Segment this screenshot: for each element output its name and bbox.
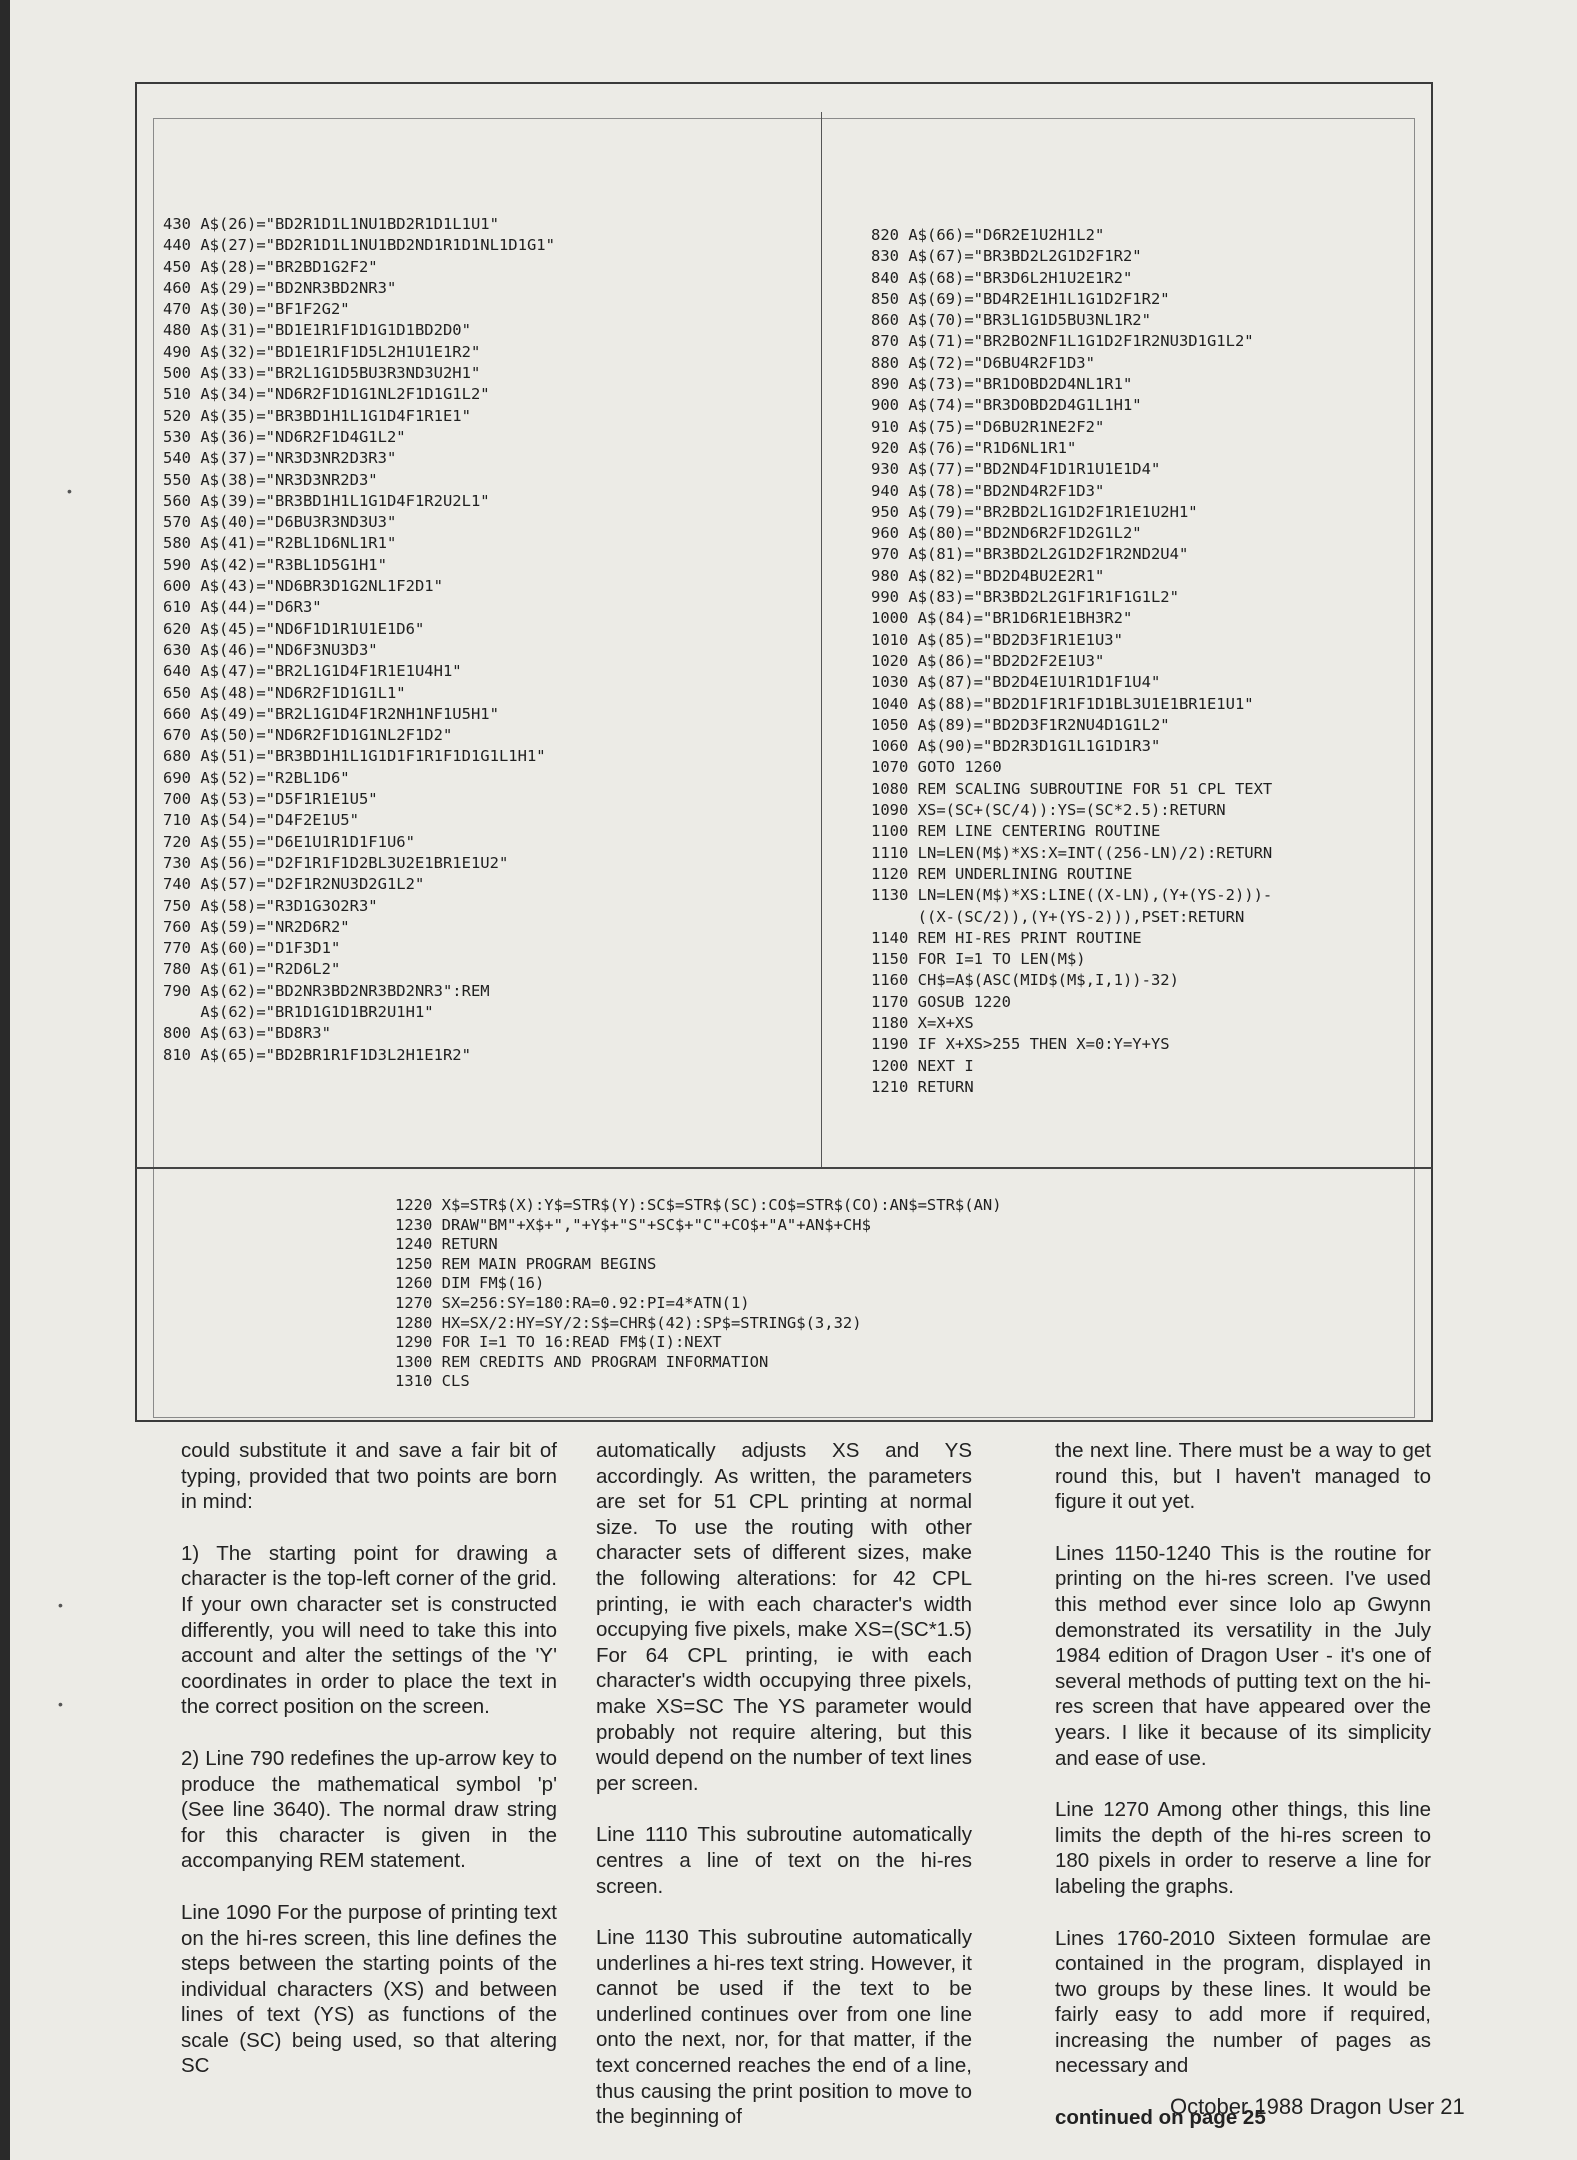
code-line: 1130 LN=LEN(M$)*XS:LINE((X-LN),(Y+(YS-2)))- (871, 886, 1273, 905)
code-line: 1030 A$(87)="BD2D4E1U1R1D1F1U4" (871, 673, 1161, 692)
code-line: 640 A$(47)="BR2L1G1D4F1R1E1U4H1" (163, 662, 462, 681)
code-line: 770 A$(60)="D1F3D1" (163, 939, 341, 958)
code-line: 1020 A$(86)="BD2D2F2E1U3" (871, 651, 1105, 670)
continued-note: continued on page 25 (1055, 2106, 1266, 2130)
code-line: 1010 A$(85)="BD2D3F1R1E1U3" (871, 630, 1123, 649)
listing-left-column (163, 214, 555, 1066)
code-line: 780 A$(61)="R2D6L2" (163, 960, 341, 979)
code-line: 870 A$(71)="BR2BO2NF1L1G1D2F1R2NU3D1G1L2" (871, 332, 1254, 351)
code-line: 1110 LN=LEN(M$)*XS:X=INT((256-LN)/2):RETURN (871, 843, 1273, 862)
code-line: 710 A$(54)="D4F2E1U5" (163, 811, 359, 830)
code-line: 1160 CH$=A$(ASC(MID$(M$,I,1))-32) (871, 971, 1179, 990)
code-line: 960 A$(80)="BD2ND6R2F1D2G1L2" (871, 524, 1142, 543)
article-column-2 (596, 1438, 972, 2156)
code-line: 880 A$(72)="D6BU4R2F1D3" (871, 353, 1095, 372)
page-edge (0, 0, 10, 2160)
paragraph: the next line. There must be a way to get round this, but I haven't managed to figure it out yet. (1055, 1439, 1431, 1514)
listing-column-divider (821, 112, 822, 1167)
code-line: 1220 X$=STR$(X):Y$=STR$(Y):SC$=STR$(SC):CO$=STR$(CO):AN$=STR$(AN) (395, 1196, 1002, 1214)
paragraph: could substitute it and save a fair bit of typing, provided that two points are born in mind: (181, 1439, 557, 1514)
paragraph: Line 1110 This subroutine automatically centres a line of text on the hi-res screen. (596, 1823, 972, 1898)
code-line: 740 A$(57)="D2F1R2NU3D2G1L2" (163, 875, 425, 894)
code-line: 800 A$(63)="BD8R3" (163, 1024, 331, 1043)
code-line: 700 A$(53)="D5F1R1E1U5" (163, 790, 378, 809)
code-line: 660 A$(49)="BR2L1G1D4F1R2NH1NF1U5H1" (163, 704, 499, 723)
code-line: 1260 DIM FM$(16) (395, 1274, 545, 1293)
page-footer: October 1988 Dragon User 21 (1170, 2094, 1465, 2119)
code-line: 970 A$(81)="BR3BD2L2G1D2F1R2ND2U4" (871, 545, 1189, 564)
code-line: 550 A$(38)="NR3D3NR2D3" (163, 470, 378, 489)
code-line: 1000 A$(84)="BR1D6R1E1BH3R2" (871, 609, 1133, 628)
code-line: 590 A$(42)="R3BL1D5G1H1" (163, 555, 387, 574)
code-line: 1090 XS=(SC+(SC/4)):YS=(SC*2.5):RETURN (871, 801, 1226, 820)
code-line: 1250 REM MAIN PROGRAM BEGINS (395, 1254, 657, 1273)
code-line: 540 A$(37)="NR3D3NR2D3R3" (163, 449, 397, 468)
code-line: 1180 X=X+XS (871, 1013, 974, 1032)
code-line: 730 A$(56)="D2F1R1F1D2BL3U2E1BR1E1U2" (163, 853, 509, 872)
code-line: 1040 A$(88)="BD2D1F1R1F1D1BL3U1E1BR1E1U1" (871, 694, 1254, 713)
code-line: 1190 IF X+XS>255 THEN X=0:Y=Y+YS (871, 1035, 1170, 1054)
paragraph: 1) The starting point for drawing a character is the top-left corner of the grid. If your own character set is constructed differently, you will need to take this into account and alter the settings of the 'Y' coordinates in order to place the text in the correct position on the screen. (181, 1541, 557, 1719)
article-column-3 (1055, 1438, 1431, 2157)
listing-right-column (871, 225, 1272, 1098)
code-line: 650 A$(48)="ND6R2F1D1G1L1" (163, 683, 406, 702)
code-line: 1240 RETURN (395, 1235, 498, 1254)
code-line: 1150 FOR I=1 TO LEN(M$) (871, 950, 1086, 969)
listing-bottom-section (395, 1196, 1002, 1392)
code-line: 900 A$(74)="BR3DOBD2D4G1L1H1" (871, 396, 1142, 415)
code-line: 1170 GOSUB 1220 (871, 992, 1011, 1011)
code-line: 940 A$(78)="BD2ND4R2F1D3" (871, 481, 1105, 500)
code-line: 570 A$(40)="D6BU3R3ND3U3" (163, 513, 397, 532)
code-line: 1070 GOTO 1260 (871, 758, 1002, 777)
code-line: 990 A$(83)="BR3BD2L2G1F1R1F1G1L2" (871, 588, 1179, 607)
code-line: A$(62)="BR1D1G1D1BR2U1H1" (163, 1002, 434, 1021)
code-line: 1050 A$(89)="BD2D3F1R2NU4D1G1L2" (871, 715, 1170, 734)
code-line: 510 A$(34)="ND6R2F1D1G1NL2F1D1G1L2" (163, 385, 490, 404)
code-line: 1280 HX=SX/2:HY=SY/2:S$=CHR$(42):SP$=STRING$(3,32) (395, 1313, 862, 1332)
code-line: 1300 REM CREDITS AND PROGRAM INFORMATION (395, 1352, 769, 1371)
code-line: 480 A$(31)="BD1E1R1F1D1G1D1BD2D0" (163, 321, 471, 340)
code-line: 840 A$(68)="BR3D6L2H1U2E1R2" (871, 268, 1133, 287)
paragraph: Lines 1760-2010 Sixteen formulae are contained in the program, displayed in two groups by these lines. It would be fairly easy to add more if required, increasing the number of pages as necessary and (1055, 1926, 1431, 2078)
code-line: 1060 A$(90)="BD2R3D1G1L1G1D1R3" (871, 737, 1161, 756)
code-line: 440 A$(27)="BD2R1D1L1NU1BD2ND1R1D1NL1D1G1" (163, 236, 555, 255)
code-line: 450 A$(28)="BR2BD1G2F2" (163, 257, 378, 276)
paragraph: Line 1270 Among other things, this line limits the depth of the hi-res screen to 180 pixels in order to reserve a line for labeling the graphs. (1055, 1798, 1431, 1898)
code-line: 1290 FOR I=1 TO 16:READ FM$(I):NEXT (395, 1333, 722, 1352)
paragraph: Lines 1150-1240 This is the routine for printing on the hi-res screen. I've used this method ever since Iolo ap Gwynn demonstrated its versatility in the July 1984 edition of Dragon User - it's one of several methods of putting text on the hi-res screen that have appeared over the years. I like it because of its simplicity and ease of use. (1055, 1541, 1431, 1770)
code-line: 920 A$(76)="R1D6NL1R1" (871, 438, 1077, 457)
code-line: 910 A$(75)="D6BU2R1NE2F2" (871, 417, 1105, 436)
bleed-mark: • (67, 483, 72, 499)
code-line: 490 A$(32)="BD1E1R1F1D5L2H1U1E1R2" (163, 342, 481, 361)
listing-section-divider (136, 1167, 1432, 1169)
code-line: 720 A$(55)="D6E1U1R1D1F1U6" (163, 832, 415, 851)
code-line: ((X-(SC/2)),(Y+(YS-2))),PSET:RETURN (871, 907, 1245, 926)
bleed-mark: • (58, 1597, 63, 1613)
paragraph: 2) Line 790 redefines the up-arrow key to produce the mathematical symbol 'p' (See line 3640). The normal draw string for this character is given in the accompanying REM statement. (181, 1746, 557, 1873)
code-line: 460 A$(29)="BD2NR3BD2NR3" (163, 278, 397, 297)
code-line: 530 A$(36)="ND6R2F1D4G1L2" (163, 427, 406, 446)
code-line: 610 A$(44)="D6R3" (163, 598, 322, 617)
paragraph: Line 1090 For the purpose of printing text on the hi-res screen, this line defines the steps between the starting points of the individual characters (XS) and between lines of text (YS) as functions of the scale (SC) being used, so that altering SC (181, 1900, 557, 2078)
code-line: 1080 REM SCALING SUBROUTINE FOR 51 CPL TEXT (871, 779, 1273, 798)
code-line: 690 A$(52)="R2BL1D6" (163, 768, 350, 787)
code-line: 860 A$(70)="BR3L1G1D5BU3NL1R2" (871, 311, 1151, 330)
code-line: 830 A$(67)="BR3BD2L2G1D2F1R2" (871, 247, 1142, 266)
code-line: 560 A$(39)="BR3BD1H1L1G1D4F1R2U2L1" (163, 491, 490, 510)
code-line: 760 A$(59)="NR2D6R2" (163, 917, 350, 936)
code-line: 930 A$(77)="BD2ND4F1D1R1U1E1D4" (871, 460, 1161, 479)
paragraph: Line 1130 This subroutine automatically underlines a hi-res text string. However, it cannot be used if the text to be underlined continues over from one line onto the next, nor, for that matter, if the text concerned reaches the end of a line, thus causing the print position to move to the beginning of (596, 1926, 972, 2129)
code-line: 470 A$(30)="BF1F2G2" (163, 300, 350, 319)
code-line: 580 A$(41)="R2BL1D6NL1R1" (163, 534, 397, 553)
code-line: 670 A$(50)="ND6R2F1D1G1NL2F1D2" (163, 726, 453, 745)
code-line: 1210 RETURN (871, 1077, 974, 1096)
code-line: 1200 NEXT I (871, 1056, 974, 1075)
code-line: 820 A$(66)="D6R2E1U2H1L2" (871, 226, 1105, 244)
code-line: 430 A$(26)="BD2R1D1L1NU1BD2R1D1L1U1" (163, 215, 499, 233)
code-line: 1120 REM UNDERLINING ROUTINE (871, 864, 1133, 883)
code-line: 1140 REM HI-RES PRINT ROUTINE (871, 928, 1142, 947)
code-line: 620 A$(45)="ND6F1D1R1U1E1D6" (163, 619, 425, 638)
code-line: 790 A$(62)="BD2NR3BD2NR3BD2NR3":REM (163, 981, 490, 1000)
code-line: 1270 SX=256:SY=180:RA=0.92:PI=4*ATN(1) (395, 1293, 750, 1312)
code-line: 1310 CLS (395, 1372, 470, 1391)
code-line: 520 A$(35)="BR3BD1H1L1G1D4F1R1E1" (163, 406, 471, 425)
paragraph: automatically adjusts XS and YS accordingly. As written, the parameters are set for 51 CPL printing at normal size. To use the routing with other character sets of different sizes, make the following alterations: for 42 CPL printing, ie with each character's width occupying five pixels, make XS=(SC*1.5) For 64 CPL printing, ie with each character's width occupying three pixels, make XS=SC The YS parameter would probably not require altering, but this would depend on the number of text lines per screen. (596, 1439, 972, 1795)
article-column-1 (181, 1438, 557, 2105)
code-line: 810 A$(65)="BD2BR1R1F1D3L2H1E1R2" (163, 1045, 471, 1064)
bleed-mark: • (58, 1696, 63, 1712)
code-line: 680 A$(51)="BR3BD1H1L1G1D1F1R1F1D1G1L1H1" (163, 747, 546, 766)
code-line: 600 A$(43)="ND6BR3D1G2NL1F2D1" (163, 577, 443, 596)
code-line: 630 A$(46)="ND6F3NU3D3" (163, 640, 378, 659)
code-line: 1100 REM LINE CENTERING ROUTINE (871, 822, 1161, 841)
code-line: 980 A$(82)="BD2D4BU2E2R1" (871, 566, 1105, 585)
code-line: 750 A$(58)="R3D1G3O2R3" (163, 896, 378, 915)
code-line: 890 A$(73)="BR1DOBD2D4NL1R1" (871, 375, 1133, 394)
code-line: 850 A$(69)="BD4R2E1H1L1G1D2F1R2" (871, 289, 1170, 308)
code-line: 500 A$(33)="BR2L1G1D5BU3R3ND3U2H1" (163, 364, 481, 383)
code-line: 950 A$(79)="BR2BD2L1G1D2F1R1E1U2H1" (871, 502, 1198, 521)
code-line: 1230 DRAW"BM"+X$+","+Y$+"S"+SC$+"C"+CO$+"A"+AN$+CH$ (395, 1215, 871, 1234)
